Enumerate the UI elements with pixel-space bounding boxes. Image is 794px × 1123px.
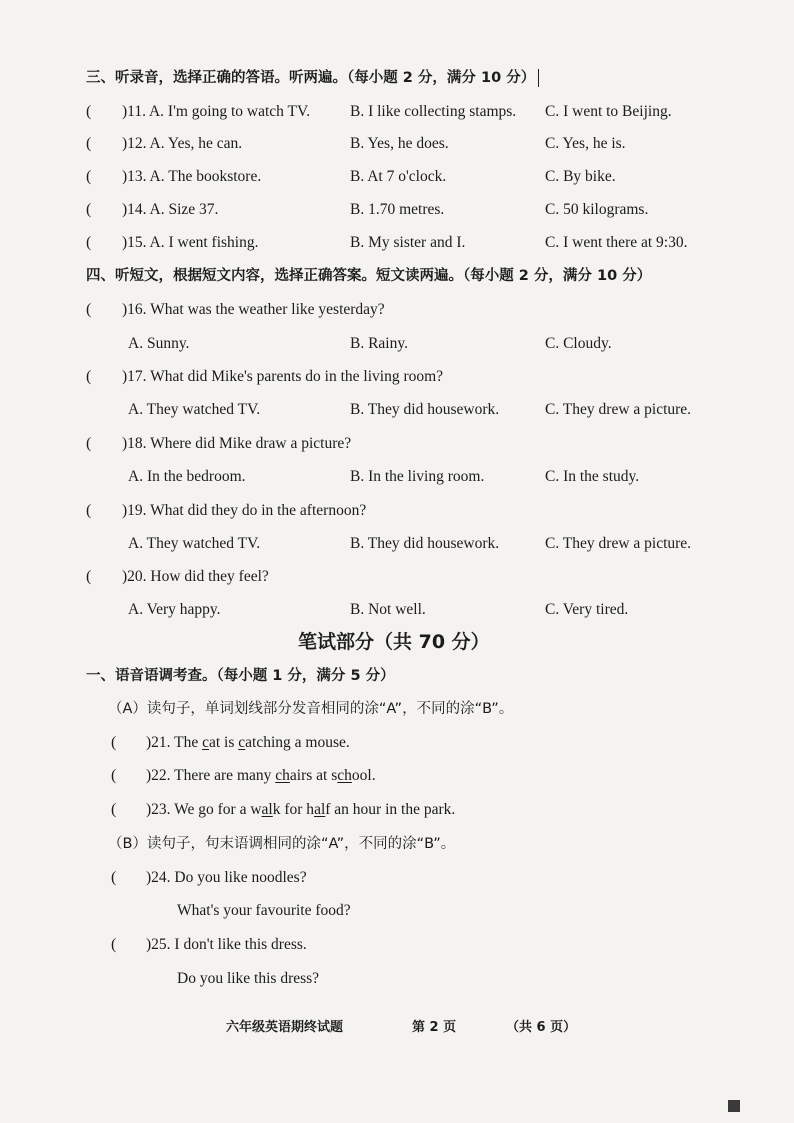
q20-option-c: C. Very tired. [545,601,629,618]
q16-option-c: C. Cloudy. [545,335,612,352]
answer-paren: ( [111,734,117,751]
q12-option-c: C. Yes, he is. [545,135,626,152]
q17-option-b: B. They did housework. [350,401,500,418]
section4-heading: 四、听短文，根据短文内容，选择正确答案。短文读两遍。（每小题 2 分，满分 10 分） [86,268,652,284]
answer-paren: ( [111,936,117,953]
q23-sentence: )23. We go for a walk for half an hour in the park. [146,801,456,818]
underlined-letters: c [202,734,209,751]
q19-option-a: A. They watched TV. [128,535,261,552]
answer-paren: ( [111,869,117,886]
answer-paren: ( [86,103,92,120]
underlined-letters: c [238,734,246,751]
q19-option-b: B. They did housework. [350,535,500,552]
q25-sentence: )25. I don't like this dress. [146,936,307,953]
q14-option-c: C. 50 kilograms. [545,201,649,218]
q16-option-b: B. Rainy. [350,335,408,352]
written-section-title: 笔试部分（共 70 分） [298,631,490,653]
q17-option-a: A. They watched TV. [128,401,261,418]
q11-option-b: B. I like collecting stamps. [350,103,517,120]
underlined-letters: ch [275,767,290,784]
answer-paren: ( [86,135,92,152]
q18-option-b: B. In the living room. [350,468,485,485]
answer-paren: ( [86,502,92,519]
q17-question: )17. What did Mike's parents do in the living room? [122,368,444,385]
part-b-instruction: （B）读句子，句末语调相同的涂“A”，不同的涂“B”。 [108,836,456,852]
text-cursor [538,69,539,87]
q19-question: )19. What did they do in the afternoon? [122,502,367,519]
q18-question: )18. Where did Mike draw a picture? [122,435,352,452]
q15-option-b: B. My sister and I. [350,234,466,251]
q17-option-c: C. They drew a picture. [545,401,692,418]
q15-option-a: )15. A. I went fishing. [122,234,259,251]
answer-paren: ( [86,435,92,452]
answer-paren: ( [86,368,92,385]
underlined-letters: al [314,801,326,818]
q15-option-c: C. I went there at 9:30. [545,234,688,251]
q11-option-c: C. I went to Beijing. [545,103,672,120]
q19-option-c: C. They drew a picture. [545,535,692,552]
q14-option-a: )14. A. Size 37. [122,201,219,218]
answer-paren: ( [86,234,92,251]
q24-sentence: )24. Do you like noodles? [146,869,307,886]
q20-question: )20. How did they feel? [122,568,269,585]
q13-option-b: B. At 7 o'clock. [350,168,447,185]
q12-option-b: B. Yes, he does. [350,135,449,152]
answer-paren: ( [86,201,92,218]
answer-paren: ( [86,301,92,318]
section3-heading: 三、听录音，选择正确的答语。听两遍。（每小题 2 分，满分 10 分） [86,68,539,88]
q12-option-a: )12. A. Yes, he can. [122,135,243,152]
q14-option-b: B. 1.70 metres. [350,201,445,218]
answer-paren: ( [86,168,92,185]
answer-paren: ( [86,568,92,585]
q20-option-b: B. Not well. [350,601,426,618]
q21-sentence: )21. The cat is catching a mouse. [146,734,350,751]
q18-option-a: A. In the bedroom. [128,468,246,485]
q24-sentence-b: What's your favourite food? [177,902,351,919]
q11-option-a: )11. A. I'm going to watch TV. [122,103,311,120]
footer-exam-title: 六年级英语期终试题 [226,1020,344,1035]
phonetics-heading: 一、语音语调考查。（每小题 1 分，满分 5 分） [86,668,395,684]
q22-sentence: )22. There are many chairs at school. [146,767,376,784]
footer-page-number: 第 2 页 [412,1020,457,1035]
q25-sentence-b: Do you like this dress? [177,970,320,987]
q16-option-a: A. Sunny. [128,335,190,352]
answer-paren: ( [111,767,117,784]
footer-total-pages: （共 6 页） [506,1020,577,1035]
part-a-instruction: （A）读句子，单词划线部分发音相同的涂“A”，不同的涂“B”。 [108,701,514,717]
q18-option-c: C. In the study. [545,468,640,485]
answer-paren: ( [111,801,117,818]
q13-option-a: )13. A. The bookstore. [122,168,262,185]
qr-code-icon [728,1100,740,1112]
underlined-letters: ch [337,767,352,784]
q13-option-c: C. By bike. [545,168,616,185]
q16-question: )16. What was the weather like yesterday? [122,301,385,318]
q20-option-a: A. Very happy. [128,601,221,618]
underlined-letters: al [261,801,273,818]
